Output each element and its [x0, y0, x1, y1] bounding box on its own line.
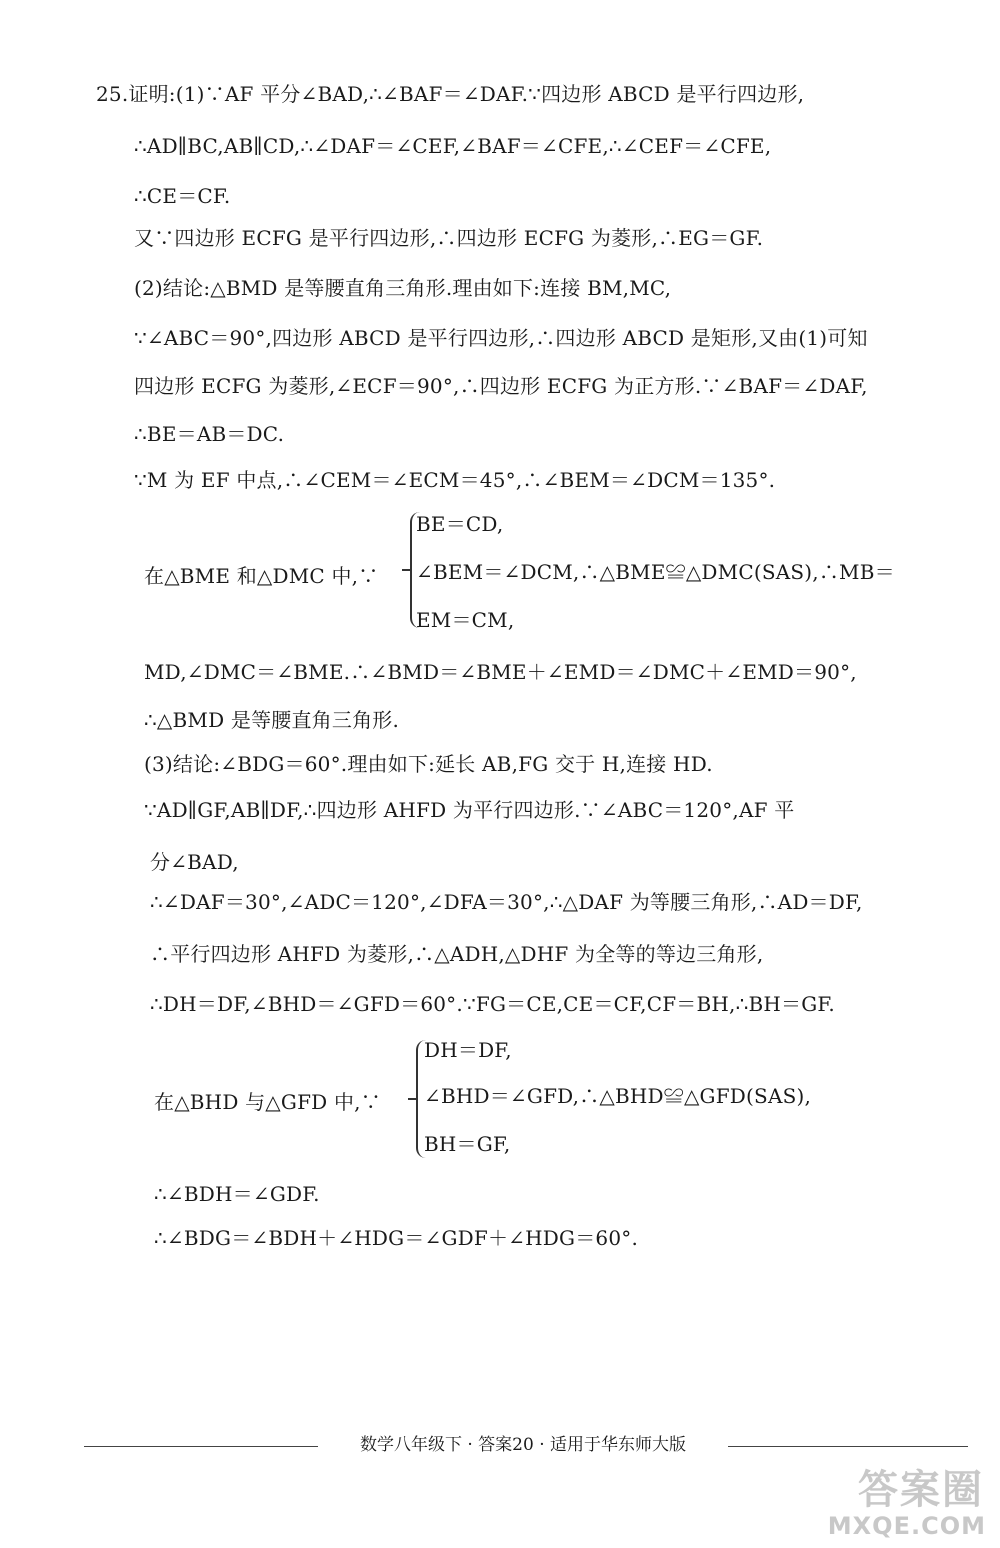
system-line: ∠BHD＝∠GFD,∴△BHD≌△GFD(SAS),	[424, 1084, 812, 1108]
text-line: ∴△BMD 是等腰直角三角形.	[144, 708, 400, 732]
text-line: ∴BE＝AB＝DC.	[134, 422, 285, 446]
watermark-cn: 答案圈	[858, 1467, 984, 1513]
text-line: 分∠BAD,	[150, 850, 239, 874]
text-line: (2)结论:△BMD 是等腰直角三角形.理由如下:连接 BM,MC,	[134, 276, 672, 300]
system-line: EM＝CM,	[416, 608, 515, 632]
text-line: ∴∠DAF＝30°,∠ADC＝120°,∠DFA＝30°,∴△DAF 为等腰三角形,∴AD＝DF,	[150, 890, 863, 914]
text-line: ∴CE＝CF.	[134, 184, 231, 208]
system-line: BE＝CD,	[416, 512, 504, 536]
system-intro: 在△BHD 与△GFD 中,∵	[154, 1090, 381, 1114]
system-line: DH＝DF,	[424, 1038, 512, 1062]
text-line: 25.证明:(1)∵AF 平分∠BAD,∴∠BAF＝∠DAF.∵四边形 ABCD 是平行四边形,	[96, 82, 805, 106]
text-line: ∵AD∥GF,AB∥DF,∴四边形 AHFD 为平行四边形.∵∠ABC＝120°,AF 平	[144, 798, 795, 822]
text-line: ∴∠BDH＝∠GDF.	[154, 1182, 320, 1206]
text-line: (3)结论:∠BDG＝60°.理由如下:延长 AB,FG 交于 H,连接 HD.	[144, 752, 713, 776]
text-line: ∵∠ABC＝90°,四边形 ABCD 是平行四边形,∴四边形 ABCD 是矩形,又由(1)可知	[134, 326, 868, 350]
footer-rule-right	[728, 1446, 968, 1447]
footer-text: 数学八年级下 · 答案20 · 适用于华东师大版	[359, 1435, 687, 1455]
watermark-logo	[790, 1458, 990, 1540]
text-line: ∴AD∥BC,AB∥CD,∴∠DAF＝∠CEF,∠BAF＝∠CFE,∴∠CEF＝∠CFE,	[134, 134, 772, 158]
footer-rule-left	[84, 1446, 318, 1447]
text-line: ∴∠BDG＝∠BDH＋∠HDG＝∠GDF＋∠HDG＝60°.	[154, 1226, 638, 1250]
text-line: ∴平行四边形 AHFD 为菱形,∴△ADH,△DHF 为全等的等边三角形,	[150, 942, 764, 966]
system-line: BH＝GF,	[424, 1132, 511, 1156]
text-line: 四边形 ECFG 为菱形,∠ECF＝90°,∴四边形 ECFG 为正方形.∵∠BAF＝∠DAF,	[134, 374, 868, 398]
watermark-en: MXQE.COM	[827, 1512, 986, 1540]
system-intro: 在△BME 和△DMC 中,∵	[144, 564, 379, 588]
text-line: 又∵四边形 ECFG 是平行四边形,∴四边形 ECFG 为菱形,∴EG＝GF.	[134, 226, 764, 250]
text-line: MD,∠DMC＝∠BME.∴∠BMD＝∠BME＋∠EMD＝∠DMC＋∠EMD＝90°,	[144, 660, 857, 684]
text-line: ∴DH＝DF,∠BHD＝∠GFD＝60°.∵FG＝CE,CE＝CF,CF＝BH,∴BH＝GF.	[150, 992, 835, 1016]
text-line: ∵M 为 EF 中点,∴∠CEM＝∠ECM＝45°,∴∠BEM＝∠DCM＝135°.	[134, 468, 776, 492]
system-line: ∠BEM＝∠DCM,∴△BME≌△DMC(SAS),∴MB＝	[416, 560, 895, 584]
